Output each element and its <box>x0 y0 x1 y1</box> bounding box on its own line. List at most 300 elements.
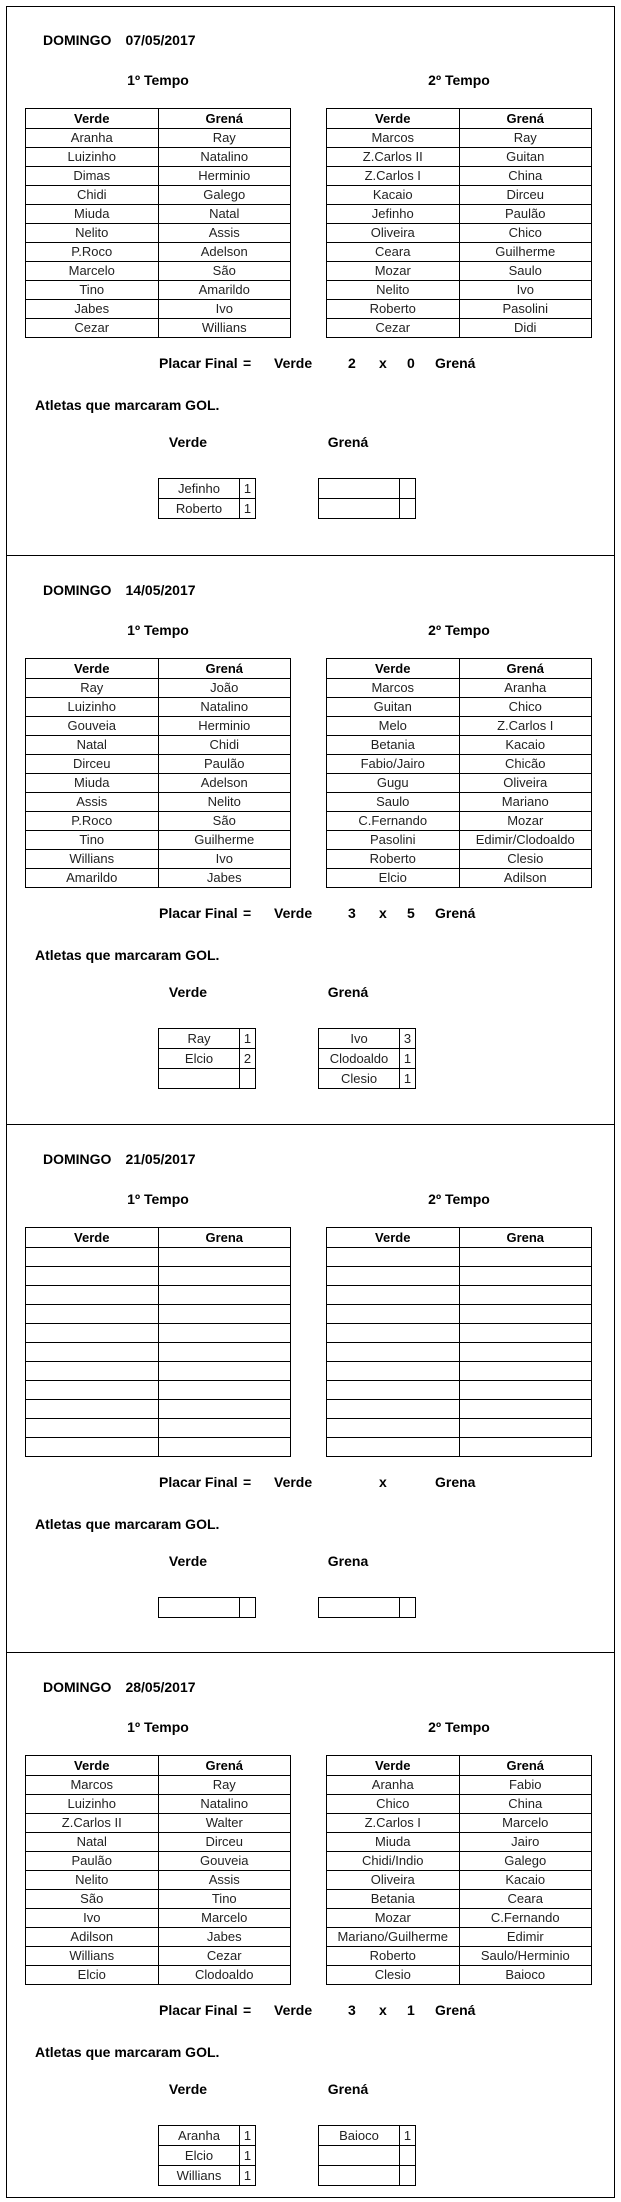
player-grena <box>158 1419 291 1438</box>
player-grena <box>459 1438 592 1457</box>
lineup-row <box>327 1795 592 1814</box>
player-verde <box>327 1267 460 1286</box>
score-versus: x <box>379 905 387 921</box>
player-verde: Cezar <box>327 319 460 338</box>
day-label: DOMINGO <box>43 582 112 598</box>
lineup-row <box>26 281 291 300</box>
player-verde: Ivo <box>26 1909 159 1928</box>
player-verde: Ray <box>26 679 159 698</box>
lineup-row <box>26 831 291 850</box>
player-grena: Natalino <box>158 698 291 717</box>
equals-sign: = <box>243 1474 252 1490</box>
scorer-name: Clodoaldo <box>319 1049 400 1069</box>
player-grena <box>158 1305 291 1324</box>
match-section <box>6 1125 615 1653</box>
lineup-row <box>26 262 291 281</box>
lineup-row <box>327 1871 592 1890</box>
player-verde: Tino <box>26 831 159 850</box>
player-verde: Roberto <box>327 1947 460 1966</box>
scorer-name: Elcio <box>159 2146 240 2166</box>
day-label: DOMINGO <box>43 1151 112 1167</box>
player-verde <box>26 1267 159 1286</box>
lineup-row <box>26 1947 291 1966</box>
player-grena: Natalino <box>158 148 291 167</box>
player-verde: Luizinho <box>26 148 159 167</box>
player-verde: Marcos <box>327 679 460 698</box>
scorer-row <box>159 2146 256 2166</box>
player-verde: Nelito <box>26 1871 159 1890</box>
scorers-table-verde <box>158 1028 256 1089</box>
player-verde: Pasolini <box>327 831 460 850</box>
player-grena: Chico <box>459 698 592 717</box>
match-date-line <box>43 1151 196 1167</box>
player-grena: Guilherme <box>158 831 291 850</box>
lineup-row <box>327 300 592 319</box>
player-verde: Mozar <box>327 1909 460 1928</box>
scorer-row <box>319 2166 416 2186</box>
player-verde: Tino <box>26 281 159 300</box>
scorer-name: Ivo <box>319 1029 400 1049</box>
player-grena: Ivo <box>158 850 291 869</box>
day-label: DOMINGO <box>43 32 112 48</box>
lineup-row <box>26 243 291 262</box>
scorer-name <box>319 2166 400 2186</box>
player-grena <box>459 1286 592 1305</box>
lineup-row <box>26 1419 291 1438</box>
player-grena <box>158 1381 291 1400</box>
player-verde: Dimas <box>26 167 159 186</box>
final-score-label: Placar Final <box>159 355 238 371</box>
scorer-row <box>319 1598 416 1618</box>
lineup-row <box>327 1362 592 1381</box>
column-header-grena: Grená <box>158 1756 291 1776</box>
player-grena: Edimir/Clodoaldo <box>459 831 592 850</box>
scorer-goals: 3 <box>400 1029 416 1049</box>
player-verde: Miuda <box>327 1833 460 1852</box>
player-grena: China <box>459 1795 592 1814</box>
player-verde <box>327 1381 460 1400</box>
player-grena: Dirceu <box>158 1833 291 1852</box>
player-verde: Jabes <box>26 300 159 319</box>
lineup-row <box>26 755 291 774</box>
player-verde <box>327 1305 460 1324</box>
lineup-row <box>327 167 592 186</box>
first-half-lineup-table <box>25 658 291 888</box>
player-verde: Aranha <box>327 1776 460 1795</box>
scorers-team-verde: Verde <box>168 2081 208 2097</box>
player-grena: João <box>158 679 291 698</box>
scorers-team-verde: Verde <box>168 984 208 1000</box>
player-grena: China <box>459 167 592 186</box>
player-verde: Betania <box>327 1890 460 1909</box>
lineup-row <box>327 869 592 888</box>
final-score-label: Placar Final <box>159 2002 238 2018</box>
player-verde: Melo <box>327 717 460 736</box>
lineup-row <box>26 736 291 755</box>
lineup-row <box>327 319 592 338</box>
lineup-row <box>327 186 592 205</box>
second-half-lineup-table <box>326 1755 592 1985</box>
player-verde: Mariano/Guilherme <box>327 1928 460 1947</box>
column-header-grena: Grená <box>158 109 291 129</box>
player-verde: Luizinho <box>26 698 159 717</box>
player-verde <box>327 1343 460 1362</box>
scorer-name: Aranha <box>159 2126 240 2146</box>
scorer-row <box>319 2146 416 2166</box>
player-verde: Mozar <box>327 262 460 281</box>
equals-sign: = <box>243 2002 252 2018</box>
player-verde: Z.Carlos I <box>327 167 460 186</box>
player-grena <box>158 1286 291 1305</box>
player-verde: São <box>26 1890 159 1909</box>
first-half-title: 1º Tempo <box>127 622 189 638</box>
column-header-verde: Verde <box>26 1756 159 1776</box>
score-versus: x <box>379 1474 387 1490</box>
player-grena <box>459 1305 592 1324</box>
lineup-row <box>327 755 592 774</box>
first-half-title: 1º Tempo <box>127 1719 189 1735</box>
lineup-row <box>26 793 291 812</box>
lineup-row <box>26 1852 291 1871</box>
player-grena: Adelson <box>158 243 291 262</box>
player-verde: Clesio <box>327 1966 460 1985</box>
lineup-row <box>327 148 592 167</box>
scorer-name: Ray <box>159 1029 240 1049</box>
player-grena: Assis <box>158 224 291 243</box>
lineup-row <box>26 774 291 793</box>
score-team-grena: Grena <box>435 1474 476 1490</box>
player-verde: Ceara <box>327 243 460 262</box>
player-verde: Chidi <box>26 186 159 205</box>
player-verde: Oliveira <box>327 1871 460 1890</box>
match-section <box>6 6 615 556</box>
player-verde <box>26 1419 159 1438</box>
player-grena: Clesio <box>459 850 592 869</box>
lineup-row <box>327 793 592 812</box>
day-label: DOMINGO <box>43 1679 112 1695</box>
player-verde: Roberto <box>327 850 460 869</box>
lineup-row <box>327 243 592 262</box>
player-grena: Herminio <box>158 167 291 186</box>
player-grena <box>459 1400 592 1419</box>
player-verde <box>26 1324 159 1343</box>
player-grena: Jabes <box>158 1928 291 1947</box>
player-verde: Chico <box>327 1795 460 1814</box>
scorer-name <box>319 479 400 499</box>
player-verde: Miuda <box>26 205 159 224</box>
player-grena: Jabes <box>158 869 291 888</box>
lineup-row <box>327 1248 592 1267</box>
scorer-goals: 1 <box>400 1049 416 1069</box>
lineup-row <box>26 679 291 698</box>
player-verde <box>26 1248 159 1267</box>
player-grena: Oliveira <box>459 774 592 793</box>
scorer-goals <box>400 1598 416 1618</box>
score-grena: 5 <box>407 905 415 921</box>
lineup-row <box>26 1267 291 1286</box>
scorer-name <box>159 1598 240 1618</box>
scorer-goals <box>240 1598 256 1618</box>
player-verde: Assis <box>26 793 159 812</box>
lineup-row <box>26 1909 291 1928</box>
scorer-row <box>319 1029 416 1049</box>
player-verde: Nelito <box>26 224 159 243</box>
player-grena <box>459 1324 592 1343</box>
lineup-row <box>26 186 291 205</box>
player-verde <box>327 1362 460 1381</box>
player-grena: Z.Carlos I <box>459 717 592 736</box>
player-grena: Natalino <box>158 1795 291 1814</box>
lineup-row <box>327 679 592 698</box>
match-section <box>6 1653 615 2198</box>
score-team-verde: Verde <box>274 1474 313 1490</box>
lineup-row <box>26 224 291 243</box>
lineup-row <box>327 129 592 148</box>
scorer-row <box>319 1069 416 1089</box>
scorers-table-verde <box>158 1597 256 1618</box>
lineup-row <box>327 262 592 281</box>
player-grena <box>459 1248 592 1267</box>
column-header-verde: Verde <box>327 109 460 129</box>
player-verde <box>26 1286 159 1305</box>
first-half-lineup-table <box>25 1227 291 1457</box>
score-team-grena: Grená <box>435 2002 476 2018</box>
player-verde: Gouveia <box>26 717 159 736</box>
scorer-goals <box>400 479 416 499</box>
player-grena <box>158 1362 291 1381</box>
lineup-row <box>327 1928 592 1947</box>
scorer-row <box>159 1029 256 1049</box>
player-verde: Z.Carlos I <box>327 1814 460 1833</box>
lineup-row <box>327 717 592 736</box>
lineup-row <box>327 1909 592 1928</box>
player-grena: Didi <box>459 319 592 338</box>
lineup-row <box>26 1305 291 1324</box>
player-verde <box>327 1248 460 1267</box>
scorer-name <box>319 1598 400 1618</box>
player-verde: Gugu <box>327 774 460 793</box>
player-verde: Guitan <box>327 698 460 717</box>
match-date: 21/05/2017 <box>125 1151 196 1167</box>
lineup-row <box>327 1814 592 1833</box>
score-grena: 0 <box>407 355 415 371</box>
lineup-row <box>327 224 592 243</box>
lineup-row <box>26 205 291 224</box>
scorers-table-verde <box>158 2125 256 2186</box>
scorer-goals: 1 <box>240 1029 256 1049</box>
player-verde: Natal <box>26 736 159 755</box>
lineup-row <box>26 1871 291 1890</box>
player-grena <box>158 1343 291 1362</box>
player-grena: Chico <box>459 224 592 243</box>
player-grena: Willians <box>158 319 291 338</box>
player-grena: Nelito <box>158 793 291 812</box>
player-grena: Fabio <box>459 1776 592 1795</box>
scorer-row <box>159 2126 256 2146</box>
lineup-row <box>26 1966 291 1985</box>
scorer-name <box>319 499 400 519</box>
player-verde: Willians <box>26 850 159 869</box>
scorers-title: Atletas que marcaram GOL. <box>35 397 220 413</box>
player-grena: Guitan <box>459 148 592 167</box>
player-grena: Saulo <box>459 262 592 281</box>
scorer-goals: 1 <box>240 2166 256 2186</box>
player-grena: Galego <box>459 1852 592 1871</box>
player-grena: Jairo <box>459 1833 592 1852</box>
lineup-row <box>26 1928 291 1947</box>
lineup-row <box>327 1286 592 1305</box>
player-verde <box>327 1324 460 1343</box>
player-grena: Chicão <box>459 755 592 774</box>
lineup-row <box>26 1890 291 1909</box>
score-team-grena: Grená <box>435 355 476 371</box>
first-half-title: 1º Tempo <box>127 1191 189 1207</box>
player-grena: Natal <box>158 205 291 224</box>
player-verde <box>26 1381 159 1400</box>
player-grena: Aranha <box>459 679 592 698</box>
scorer-name: Baioco <box>319 2126 400 2146</box>
player-verde: Paulão <box>26 1852 159 1871</box>
lineup-row <box>327 698 592 717</box>
lineup-row <box>327 1419 592 1438</box>
scorer-goals: 1 <box>240 479 256 499</box>
lineup-row <box>327 1852 592 1871</box>
column-header-verde: Verde <box>26 109 159 129</box>
player-verde: Natal <box>26 1833 159 1852</box>
match-date: 14/05/2017 <box>125 582 196 598</box>
scorers-table-grena <box>318 2125 416 2186</box>
lineup-row <box>26 1438 291 1457</box>
scorers-title: Atletas que marcaram GOL. <box>35 1516 220 1532</box>
player-grena: Kacaio <box>459 736 592 755</box>
player-grena <box>158 1267 291 1286</box>
lineup-row <box>327 1776 592 1795</box>
player-grena: Dirceu <box>459 186 592 205</box>
lineup-row <box>26 319 291 338</box>
score-team-verde: Verde <box>274 2002 313 2018</box>
player-verde: Amarildo <box>26 869 159 888</box>
score-team-verde: Verde <box>274 905 313 921</box>
scorers-title: Atletas que marcaram GOL. <box>35 947 220 963</box>
player-grena: Tino <box>158 1890 291 1909</box>
scorer-row <box>159 479 256 499</box>
player-verde: Elcio <box>327 869 460 888</box>
scorer-row <box>159 1049 256 1069</box>
equals-sign: = <box>243 905 252 921</box>
second-half-lineup-table <box>326 658 592 888</box>
lineup-row <box>327 774 592 793</box>
lineup-row <box>327 1267 592 1286</box>
lineup-row <box>327 1381 592 1400</box>
column-header-verde: Verde <box>26 659 159 679</box>
player-verde <box>26 1305 159 1324</box>
score-versus: x <box>379 355 387 371</box>
column-header-grena: Grená <box>459 659 592 679</box>
scorer-name: Willians <box>159 2166 240 2186</box>
second-half-title: 2º Tempo <box>428 1719 490 1735</box>
lineup-row <box>327 1343 592 1362</box>
player-verde: Cezar <box>26 319 159 338</box>
player-grena <box>459 1362 592 1381</box>
player-grena: Ray <box>459 129 592 148</box>
player-grena: Mozar <box>459 812 592 831</box>
column-header-grena: Grená <box>459 1756 592 1776</box>
lineup-row <box>327 1438 592 1457</box>
lineup-row <box>26 1814 291 1833</box>
player-grena <box>158 1248 291 1267</box>
player-verde: Chidi/Indio <box>327 1852 460 1871</box>
lineup-row <box>26 812 291 831</box>
scorer-row <box>159 2166 256 2186</box>
scorers-team-grena: Grená <box>327 434 369 450</box>
column-header-grena: Grená <box>459 109 592 129</box>
scorer-goals: 1 <box>240 499 256 519</box>
player-grena: Cezar <box>158 1947 291 1966</box>
scorer-goals <box>400 499 416 519</box>
player-grena: Ivo <box>459 281 592 300</box>
player-grena: Chidi <box>158 736 291 755</box>
scorer-name <box>319 2146 400 2166</box>
scorers-table-verde <box>158 478 256 519</box>
column-header-grena: Grená <box>158 659 291 679</box>
scorers-team-grena: Grená <box>327 2081 369 2097</box>
player-grena: Ray <box>158 129 291 148</box>
scorer-goals: 2 <box>240 1049 256 1069</box>
player-verde <box>26 1343 159 1362</box>
lineup-row <box>26 850 291 869</box>
match-date: 07/05/2017 <box>125 32 196 48</box>
player-verde: Willians <box>26 1947 159 1966</box>
score-verde: 3 <box>348 905 356 921</box>
lineup-row <box>327 205 592 224</box>
lineup-row <box>327 850 592 869</box>
lineup-row <box>26 698 291 717</box>
scorers-title: Atletas que marcaram GOL. <box>35 2044 220 2060</box>
player-grena: São <box>158 262 291 281</box>
scorer-row <box>319 1049 416 1069</box>
player-grena: Gouveia <box>158 1852 291 1871</box>
player-grena: Guilherme <box>459 243 592 262</box>
scorer-goals <box>240 1069 256 1089</box>
scorer-name: Jefinho <box>159 479 240 499</box>
second-half-title: 2º Tempo <box>428 72 490 88</box>
lineup-row <box>26 1381 291 1400</box>
lineup-row <box>26 1343 291 1362</box>
equals-sign: = <box>243 355 252 371</box>
scorers-table-grena <box>318 1597 416 1618</box>
scorers-team-verde: Verde <box>168 434 208 450</box>
first-half-title: 1º Tempo <box>127 72 189 88</box>
player-verde: Z.Carlos II <box>327 148 460 167</box>
player-verde: Marcelo <box>26 262 159 281</box>
scorer-goals: 1 <box>240 2146 256 2166</box>
scorers-table-grena <box>318 1028 416 1089</box>
match-date-line <box>43 32 196 48</box>
scorer-goals: 1 <box>400 2126 416 2146</box>
player-verde: Nelito <box>327 281 460 300</box>
lineup-row <box>26 1795 291 1814</box>
lineup-row <box>26 1248 291 1267</box>
match-section <box>6 556 615 1125</box>
lineup-row <box>327 1947 592 1966</box>
player-grena <box>459 1267 592 1286</box>
lineup-row <box>327 1890 592 1909</box>
player-verde: Marcos <box>26 1776 159 1795</box>
player-grena: Saulo/Herminio <box>459 1947 592 1966</box>
player-grena: Mariano <box>459 793 592 812</box>
scorer-goals <box>400 2166 416 2186</box>
player-verde: Jefinho <box>327 205 460 224</box>
